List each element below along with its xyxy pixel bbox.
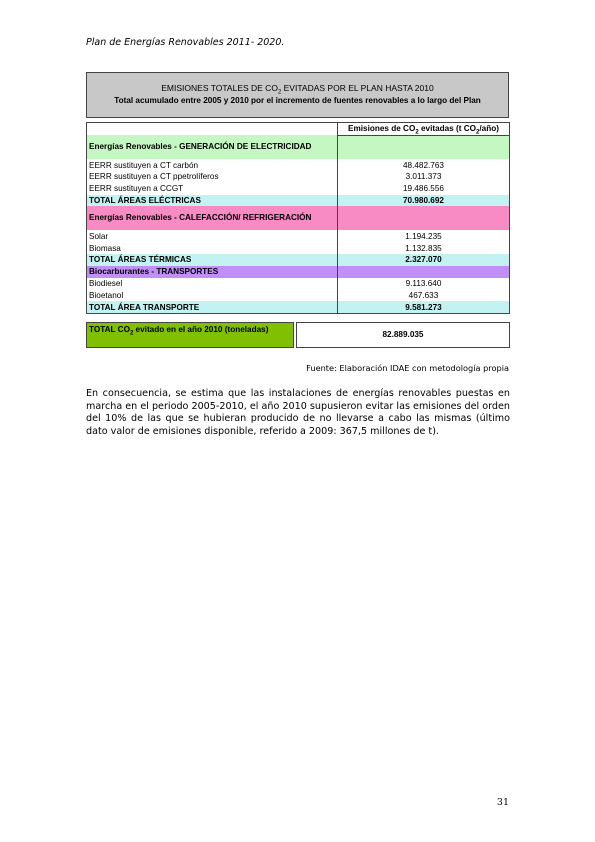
table-row: EERR sustituyen a CT ppetrolíferos 3.011.373 [87,171,510,183]
table-row: EERR sustituyen a CT carbón 48.482.763 [87,159,510,171]
table-row: Bioetanol 467.633 [87,289,510,301]
table-title-box [86,72,509,118]
table-row: EERR sustituyen a CCGT 19.486.556 [87,183,510,195]
section-heading-transport: Biocarburantes - TRANSPORTES [87,266,510,278]
subtotal-row-electricity: TOTAL ÁREAS ELÉCTRICAS 70.980.692 [87,195,510,207]
section-heading-electricity: Energías Renovables - GENERACIÓN DE ELECTRICIDAD [87,135,510,159]
table-row: Biodiesel 9.113.640 [87,278,510,290]
table-row: Solar 1.194.235 [87,230,510,242]
table-row: Biomasa 1.132.835 [87,242,510,254]
table-subtitle: Total acumulado entre 2005 y 2010 por el incremento de fuentes renovables a lo largo del Plan [114,96,481,105]
grand-total-label: TOTAL $CO_2$ evitado en el año 2010 (toneladas) [86,322,294,348]
table-header-row [87,123,510,136]
body-paragraph: En consecuencia, se estima que las instalaciones de energías renovables puestas en marcha en el periodo 2005-2010, el año 2010 supusieron evitar las emisiones del orden del 10% de las que se hubieran producido de no llevarse a cabo las mismas (último dato valor de emisiones disponible, referido a 2009: 367,5 millones de t). [86,388,510,437]
subtotal-row-thermal: TOTAL ÁREAS TÉRMICAS 2.327.070 [87,254,510,266]
grand-total-row [86,322,510,348]
emissions-table [86,122,510,314]
column-header: Emisiones de $CO_2$ evitadas (t $CO_2/año$) [337,123,509,136]
grand-total-value: 82.889.035 [296,322,510,348]
subtotal-row-transport: TOTAL ÁREA TRANSPORTE 9.581.273 [87,301,510,313]
source-note: Fuente: Elaboración IDAE con metodología propia [306,363,509,373]
running-header: Plan de Energías Renovables 2011- 2020. [86,37,285,48]
table-title: EMISIONES TOTALES DE $CO_2$ EVITADAS POR EL PLAN HASTA 2010 [161,83,434,96]
page-number: 31 [496,797,509,808]
section-heading-thermal: Energías Renovables - CALEFACCIÓN/ REFRIGERACIÓN [87,206,510,230]
